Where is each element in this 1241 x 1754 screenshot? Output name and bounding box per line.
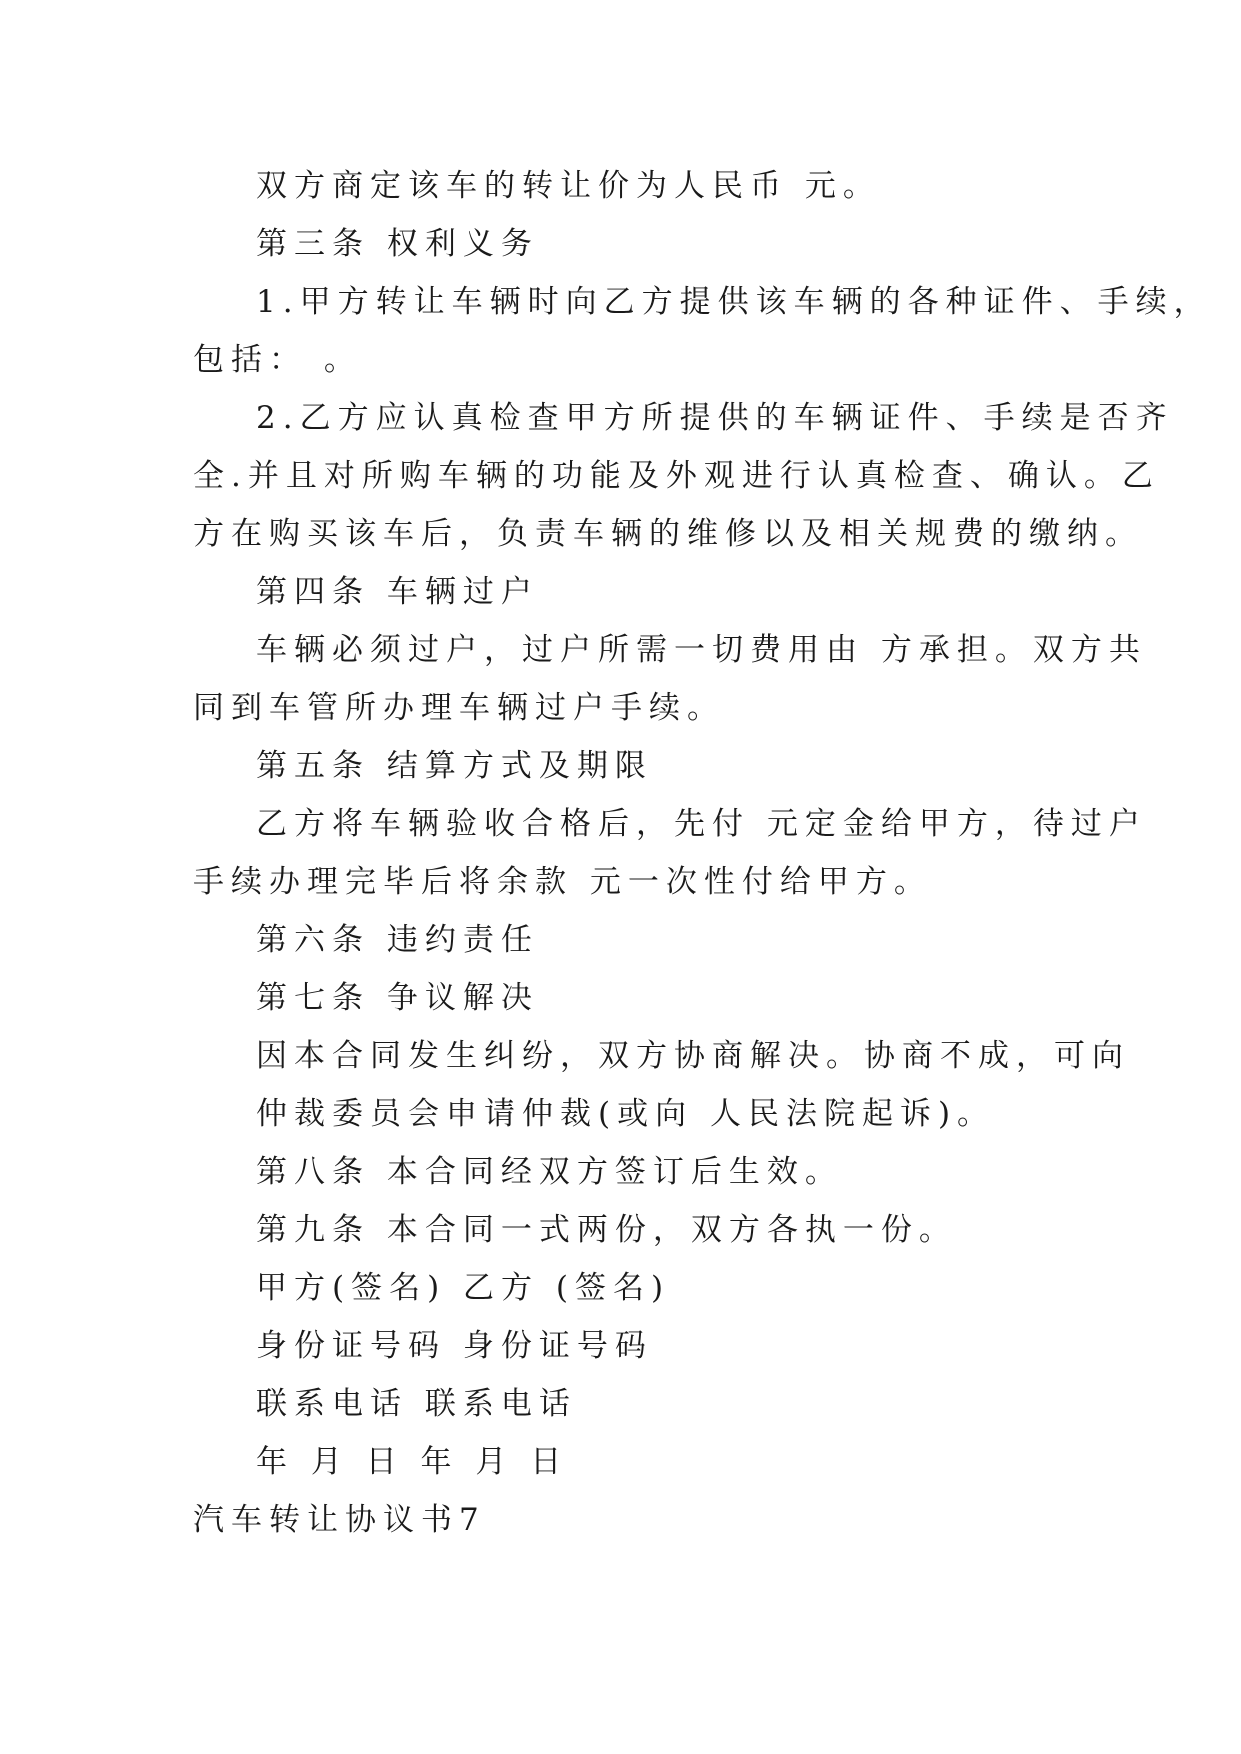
text-line: 包括： 。 bbox=[193, 342, 362, 378]
text-line: 仲裁委员会申请仲裁(或向 人民法院起诉)。 bbox=[256, 1096, 996, 1132]
text-line: 车辆必须过户，过户所需一切费用由 方承担。双方共 bbox=[256, 632, 1147, 668]
section-heading: 第三条 权利义务 bbox=[256, 226, 539, 262]
section-heading: 第七条 争议解决 bbox=[256, 980, 539, 1016]
text-line: 乙方将车辆验收合格后，先付 元定金给甲方，待过户 bbox=[256, 806, 1147, 842]
text-line: 全.并且对所购车辆的功能及外观进行认真检查、确认。乙 bbox=[193, 458, 1160, 494]
text-line: 因本合同发生纠纷，双方协商解决。协商不成，可向 bbox=[256, 1038, 1130, 1074]
section-heading: 第六条 违约责任 bbox=[256, 922, 539, 958]
phone-line: 联系电话 联系电话 bbox=[256, 1386, 577, 1422]
id-number-line: 身份证号码 身份证号码 bbox=[256, 1328, 653, 1364]
text-line: 同到车管所办理车辆过户手续。 bbox=[193, 690, 725, 726]
signature-line: 甲方(签名) 乙方 (签名) bbox=[256, 1270, 671, 1306]
text-line: 第八条 本合同经双方签订后生效。 bbox=[256, 1154, 843, 1190]
section-heading: 第五条 结算方式及期限 bbox=[256, 748, 653, 784]
text-line: 第九条 本合同一式两份，双方各执一份。 bbox=[256, 1212, 957, 1248]
text-line: 方在购买该车后，负责车辆的维修以及相关规费的缴纳。 bbox=[193, 516, 1143, 552]
text-line: 双方商定该车的转让价为人民币 元。 bbox=[256, 168, 881, 204]
text-line: 手续办理完毕后将余款 元一次性付给甲方。 bbox=[193, 864, 932, 900]
text-line: 1.甲方转让车辆时向乙方提供该车辆的各种证件、手续， bbox=[256, 284, 1212, 320]
section-heading: 第四条 车辆过户 bbox=[256, 574, 539, 610]
document-title: 汽车转让协议书7 bbox=[193, 1502, 486, 1538]
date-line: 年 月 日 年 月 日 bbox=[256, 1444, 569, 1480]
text-line: 2.乙方应认真检查甲方所提供的车辆证件、手续是否齐 bbox=[256, 400, 1174, 436]
